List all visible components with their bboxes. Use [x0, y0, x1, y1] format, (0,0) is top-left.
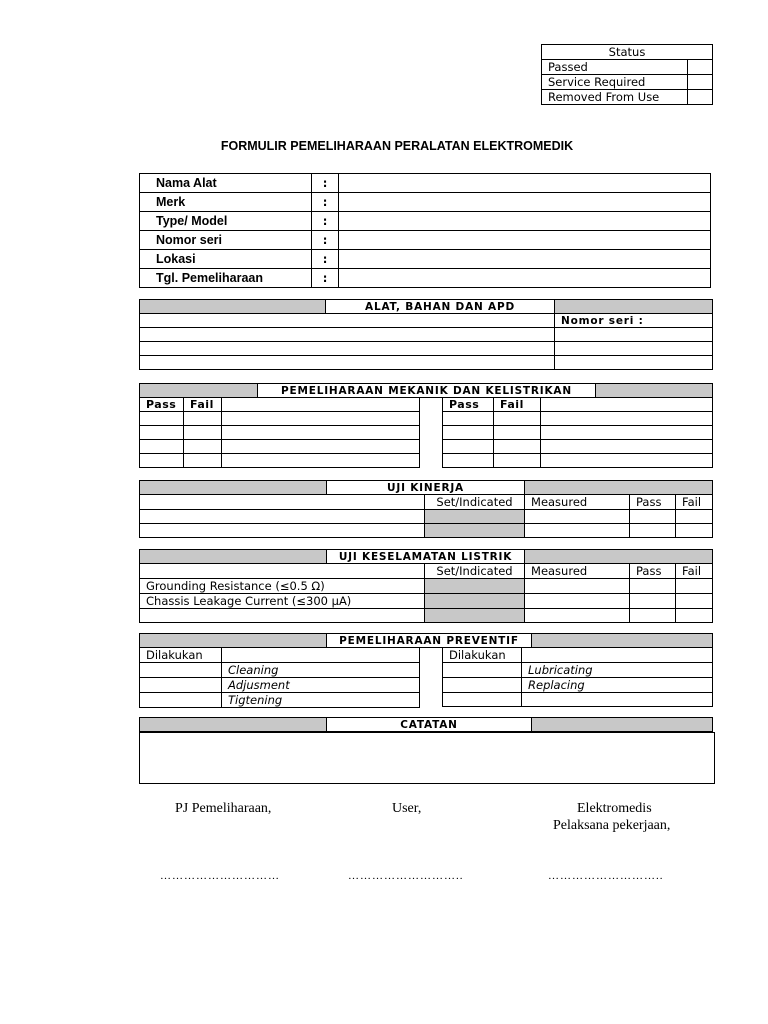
col-fail: Fail	[676, 495, 713, 510]
header-fill	[532, 718, 713, 732]
catatan-textarea[interactable]	[139, 732, 715, 784]
separator: :	[312, 212, 339, 231]
dilakukan-label: Dilakukan	[140, 648, 222, 663]
header-fill	[140, 550, 327, 564]
fail-cell[interactable]	[676, 579, 713, 594]
header-fill	[140, 718, 327, 732]
col-set-indicated: Set/Indicated	[425, 495, 525, 510]
status-header: Status	[542, 45, 713, 60]
mekanik-right-table	[442, 397, 713, 468]
mekanik-item[interactable]	[541, 440, 713, 454]
set-cell[interactable]	[425, 510, 525, 524]
fail-check[interactable]	[494, 412, 541, 426]
pass-cell[interactable]	[630, 510, 676, 524]
pass-check[interactable]	[140, 412, 184, 426]
separator: :	[312, 269, 339, 288]
mekanik-item[interactable]	[541, 454, 713, 468]
pass-label: Pass	[443, 398, 494, 412]
fail-cell[interactable]	[676, 609, 713, 623]
mekanik-left-table	[139, 397, 420, 468]
field-nama-alat-input[interactable]	[339, 174, 711, 193]
set-cell[interactable]	[425, 594, 525, 609]
status-service-checkbox[interactable]	[688, 75, 713, 90]
field-tgl-input[interactable]	[339, 269, 711, 288]
field-nama-alat-label: Nama Alat	[140, 174, 312, 193]
tigtening-label: Tigtening	[222, 693, 420, 708]
field-lokasi-input[interactable]	[339, 250, 711, 269]
leakage-label: Chassis Leakage Current (≤300 µA)	[140, 594, 425, 609]
form-title: FORMULIR PEMELIHARAAN PERALATAN ELEKTROMEDIK	[220, 139, 574, 153]
alat-header: ALAT, BAHAN DAN APD	[326, 300, 555, 314]
pass-check[interactable]	[443, 412, 494, 426]
elektromedis-label: Elektromedis	[577, 801, 652, 816]
col-measured: Measured	[525, 495, 630, 510]
preventif-extra-check[interactable]	[443, 693, 522, 707]
pass-check[interactable]	[140, 454, 184, 468]
status-passed-label: Passed	[542, 60, 688, 75]
dilakukan-label: Dilakukan	[443, 648, 522, 663]
preventif-item	[522, 648, 713, 663]
pj-signature-label: PJ Pemeliharaan,	[175, 801, 272, 816]
pass-check[interactable]	[443, 454, 494, 468]
fail-check[interactable]	[494, 440, 541, 454]
alat-serial-cell[interactable]	[555, 328, 713, 342]
field-lokasi-label: Lokasi	[140, 250, 312, 269]
lubricating-label: Lubricating	[522, 663, 713, 678]
pass-check[interactable]	[443, 426, 494, 440]
mekanik-item[interactable]	[222, 412, 420, 426]
pj-signature-line[interactable]: …………………………	[160, 870, 280, 882]
mekanik-item[interactable]	[541, 426, 713, 440]
status-passed-checkbox[interactable]	[688, 60, 713, 75]
cleaning-label: Cleaning	[222, 663, 420, 678]
user-signature-line[interactable]: ………………………..	[348, 870, 464, 882]
pass-cell[interactable]	[630, 594, 676, 609]
replacing-check[interactable]	[443, 678, 522, 693]
preventif-left-table	[139, 647, 420, 708]
pass-cell[interactable]	[630, 609, 676, 623]
keselamatan-param	[140, 564, 425, 579]
preventif-header: PEMELIHARAAN PREVENTIF	[327, 634, 532, 648]
kinerja-table	[139, 480, 713, 538]
alat-serial-label: Nomor seri :	[555, 314, 713, 328]
separator: :	[312, 174, 339, 193]
fail-cell[interactable]	[676, 524, 713, 538]
pass-check[interactable]	[443, 440, 494, 454]
separator: :	[312, 193, 339, 212]
measured-cell[interactable]	[525, 594, 630, 609]
alat-row[interactable]	[140, 314, 555, 328]
header-fill	[140, 384, 258, 398]
pass-check[interactable]	[140, 426, 184, 440]
status-removed-label: Removed From Use	[542, 90, 688, 105]
set-cell[interactable]	[425, 579, 525, 594]
mekanik-header: PEMELIHARAAN MEKANIK DAN KELISTRIKAN	[258, 384, 596, 398]
fail-label: Fail	[494, 398, 541, 412]
header-fill	[532, 634, 713, 648]
measured-cell[interactable]	[525, 579, 630, 594]
header-fill	[140, 300, 326, 314]
mekanik-header-table	[139, 383, 713, 398]
kinerja-param[interactable]	[140, 495, 425, 510]
alat-row[interactable]	[140, 328, 555, 342]
pass-cell[interactable]	[630, 579, 676, 594]
kinerja-param[interactable]	[140, 524, 425, 538]
status-table	[541, 44, 713, 105]
col-set-indicated: Set/Indicated	[425, 564, 525, 579]
header-fill	[596, 384, 713, 398]
kinerja-header: UJI KINERJA	[327, 481, 525, 495]
fail-check[interactable]	[184, 412, 222, 426]
alat-serial-cell[interactable]	[555, 356, 713, 370]
fail-cell[interactable]	[676, 510, 713, 524]
keselamatan-table	[139, 549, 713, 623]
grounding-label: Grounding Resistance (≤0.5 Ω)	[140, 579, 425, 594]
set-cell[interactable]	[425, 609, 525, 623]
status-removed-checkbox[interactable]	[688, 90, 713, 105]
kinerja-param[interactable]	[140, 510, 425, 524]
field-nomor-seri-label: Nomor seri	[140, 231, 312, 250]
preventif-item	[222, 648, 420, 663]
field-tgl-label: Tgl. Pemeliharaan	[140, 269, 312, 288]
mekanik-item[interactable]	[541, 412, 713, 426]
pass-check[interactable]	[140, 440, 184, 454]
keselamatan-param[interactable]	[140, 609, 425, 623]
alat-serial-cell[interactable]	[555, 342, 713, 356]
fail-check[interactable]	[184, 426, 222, 440]
fail-check[interactable]	[184, 454, 222, 468]
elektromedis-signature-line[interactable]: ………………………..	[548, 870, 664, 882]
header-fill	[525, 550, 713, 564]
field-type-model-input[interactable]	[339, 212, 711, 231]
user-signature-label: User,	[392, 801, 422, 816]
field-merk-label: Merk	[140, 193, 312, 212]
cleaning-check[interactable]	[140, 663, 222, 678]
pelaksana-label: Pelaksana pekerjaan,	[553, 818, 671, 833]
lubricating-check[interactable]	[443, 663, 522, 678]
set-cell[interactable]	[425, 524, 525, 538]
measured-cell[interactable]	[525, 609, 630, 623]
adjusment-label: Adjusment	[222, 678, 420, 693]
catatan-header-table	[139, 717, 713, 732]
header-fill	[140, 634, 327, 648]
mekanik-item[interactable]	[541, 398, 713, 412]
col-fail: Fail	[676, 564, 713, 579]
identity-table	[139, 173, 711, 288]
preventif-extra-item[interactable]	[522, 693, 713, 707]
pass-label: Pass	[140, 398, 184, 412]
field-type-model-label: Type/ Model	[140, 212, 312, 231]
col-pass: Pass	[630, 495, 676, 510]
alat-row[interactable]	[140, 342, 555, 356]
fail-check[interactable]	[494, 454, 541, 468]
tigtening-check[interactable]	[140, 693, 222, 708]
field-nomor-seri-input[interactable]	[339, 231, 711, 250]
header-fill	[525, 481, 713, 495]
alat-table	[139, 299, 713, 370]
mekanik-item[interactable]	[222, 454, 420, 468]
mekanik-item[interactable]	[222, 398, 420, 412]
separator: :	[312, 250, 339, 269]
status-service-label: Service Required	[542, 75, 688, 90]
separator: :	[312, 231, 339, 250]
fail-label: Fail	[184, 398, 222, 412]
header-fill	[555, 300, 713, 314]
preventif-right-table	[442, 647, 713, 707]
keselamatan-header: UJI KESELAMATAN LISTRIK	[327, 550, 525, 564]
field-merk-input[interactable]	[339, 193, 711, 212]
alat-row[interactable]	[140, 356, 555, 370]
measured-cell[interactable]	[525, 510, 630, 524]
header-fill	[140, 481, 327, 495]
preventif-header-table	[139, 633, 713, 648]
fail-check[interactable]	[184, 440, 222, 454]
pass-cell[interactable]	[630, 524, 676, 538]
col-measured: Measured	[525, 564, 630, 579]
mekanik-item[interactable]	[222, 426, 420, 440]
adjusment-check[interactable]	[140, 678, 222, 693]
catatan-header: CATATAN	[327, 718, 532, 732]
mekanik-item[interactable]	[222, 440, 420, 454]
fail-check[interactable]	[494, 426, 541, 440]
measured-cell[interactable]	[525, 524, 630, 538]
col-pass: Pass	[630, 564, 676, 579]
replacing-label: Replacing	[522, 678, 713, 693]
fail-cell[interactable]	[676, 594, 713, 609]
